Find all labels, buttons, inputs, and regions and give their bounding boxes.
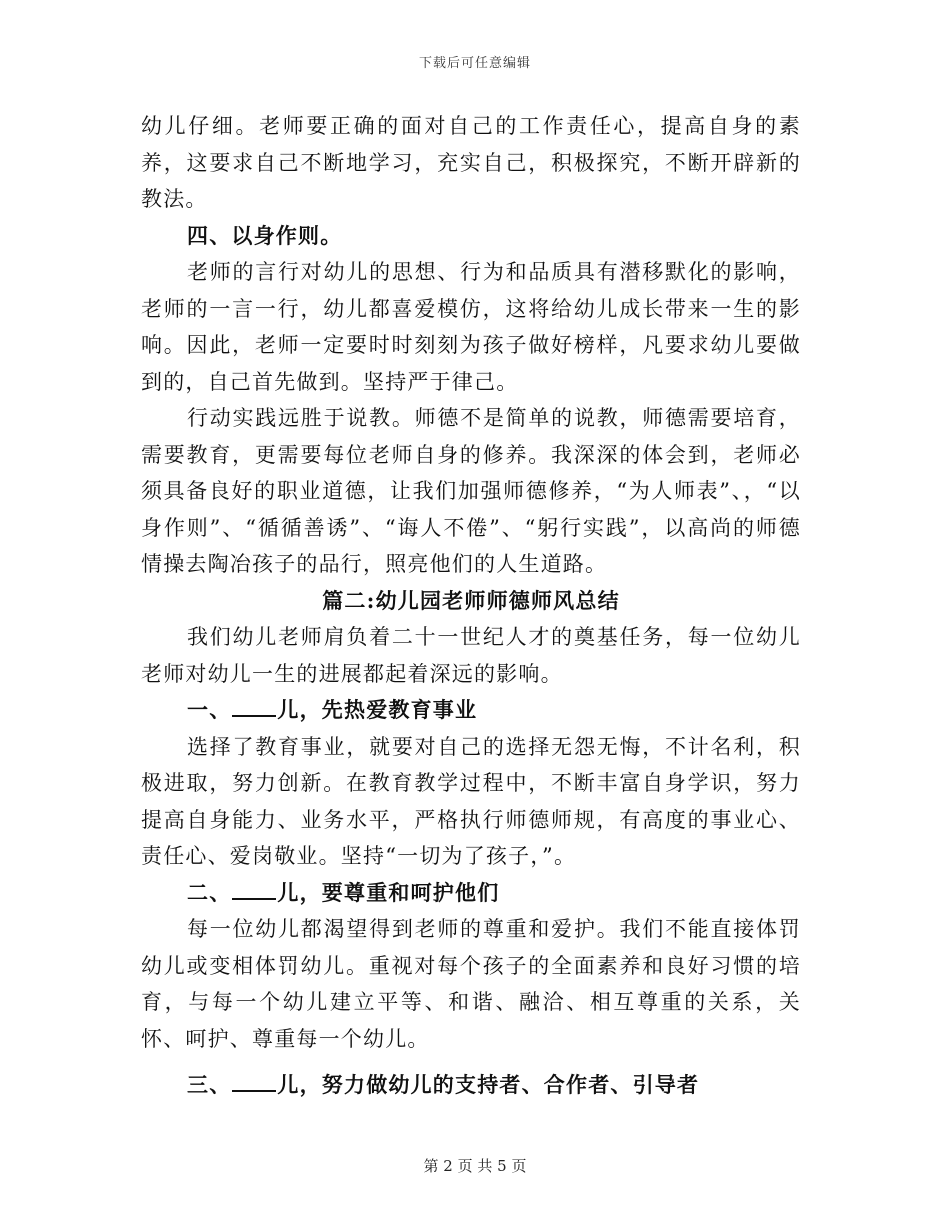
heading-lead-by-example: 四、以身作则。 <box>187 222 343 248</box>
page-header: 下载后可任意编辑 <box>418 56 531 71</box>
heading-two-text: 儿，要尊重和呵护他们 <box>277 879 500 905</box>
paragraph-love-education: 选择了教育事业，就要对自己的选择无怨无悔，不计名利，积极进取，努力创新。在教育教学过程中，不断丰富自身学识，努力提高自身能力、业务水平，严格执行师德师规，有高度的事业心、责任心、爱岗敬业。坚持“一切为了孩子，”。 <box>141 734 801 868</box>
heading-one-prefix: 一、 <box>187 697 232 722</box>
heading-one <box>141 692 801 729</box>
paragraph-continuation: 幼儿仔细。老师要正确的面对自己的工作责任心，提高自身的素养，这要求自己不断地学习，充实自己，积极探究，不断开辟新的教法。 <box>141 114 801 211</box>
page-footer: 第 2 页 共 5 页 <box>423 1157 527 1175</box>
fill-blank <box>232 697 276 717</box>
paragraph-intro: 我们幼儿老师肩负着二十一世纪人才的奠基任务，每一位幼儿老师对幼儿一生的进展都起着深远的影响。 <box>141 625 801 686</box>
heading-three-text: 儿，努力做幼儿的支持者、合作者、引导者 <box>277 1072 700 1097</box>
heading-one-text: 儿，先热爱教育事业 <box>277 697 478 722</box>
heading-two <box>141 875 801 912</box>
heading-three <box>141 1067 801 1104</box>
fill-blank <box>232 1072 276 1092</box>
paragraph-teacher-conduct: 老师的言行对幼儿的思想、行为和品质具有潜移默化的影响，老师的一言一行，幼儿都喜爱模仿，这将给幼儿成长带来一生的影响。因此，老师一定要时时刻刻为孩子做好榜样，凡要求幼儿要做到的，自己首先做到。坚持严于律己。 <box>141 260 801 394</box>
paragraph-respect: 每一位幼儿都渴望得到老师的尊重和爱护。我们不能直接体罚幼儿或变相体罚幼儿。重视对每个孩子的全面素养和良好习惯的培育，与每一个幼儿建立平等、和谐、融洽、相互尊重的关系，关怀、呵护、尊重每一个幼儿。 <box>141 917 801 1051</box>
section-title: 篇二:幼儿园老师师德师风总结 <box>322 587 620 613</box>
fill-blank <box>232 880 276 900</box>
spacer <box>141 1057 801 1067</box>
heading-three-prefix: 三、 <box>187 1072 232 1097</box>
heading-two-prefix: 二、 <box>187 879 232 905</box>
document-body <box>141 108 801 1104</box>
paragraph-practice: 行动实践远胜于说教。师德不是简单的说教，师德需要培育，需要教育，更需要每位老师自身的修养。我深深的体会到，老师必须具备良好的职业道德，让我们加强师德修养，“为人师表”、，“以身作则”、“循循善诱”、“诲人不倦”、“躬行实践”，以高尚的师德情操去陶冶孩子的品行，照亮他们的人生道路。 <box>141 406 801 576</box>
